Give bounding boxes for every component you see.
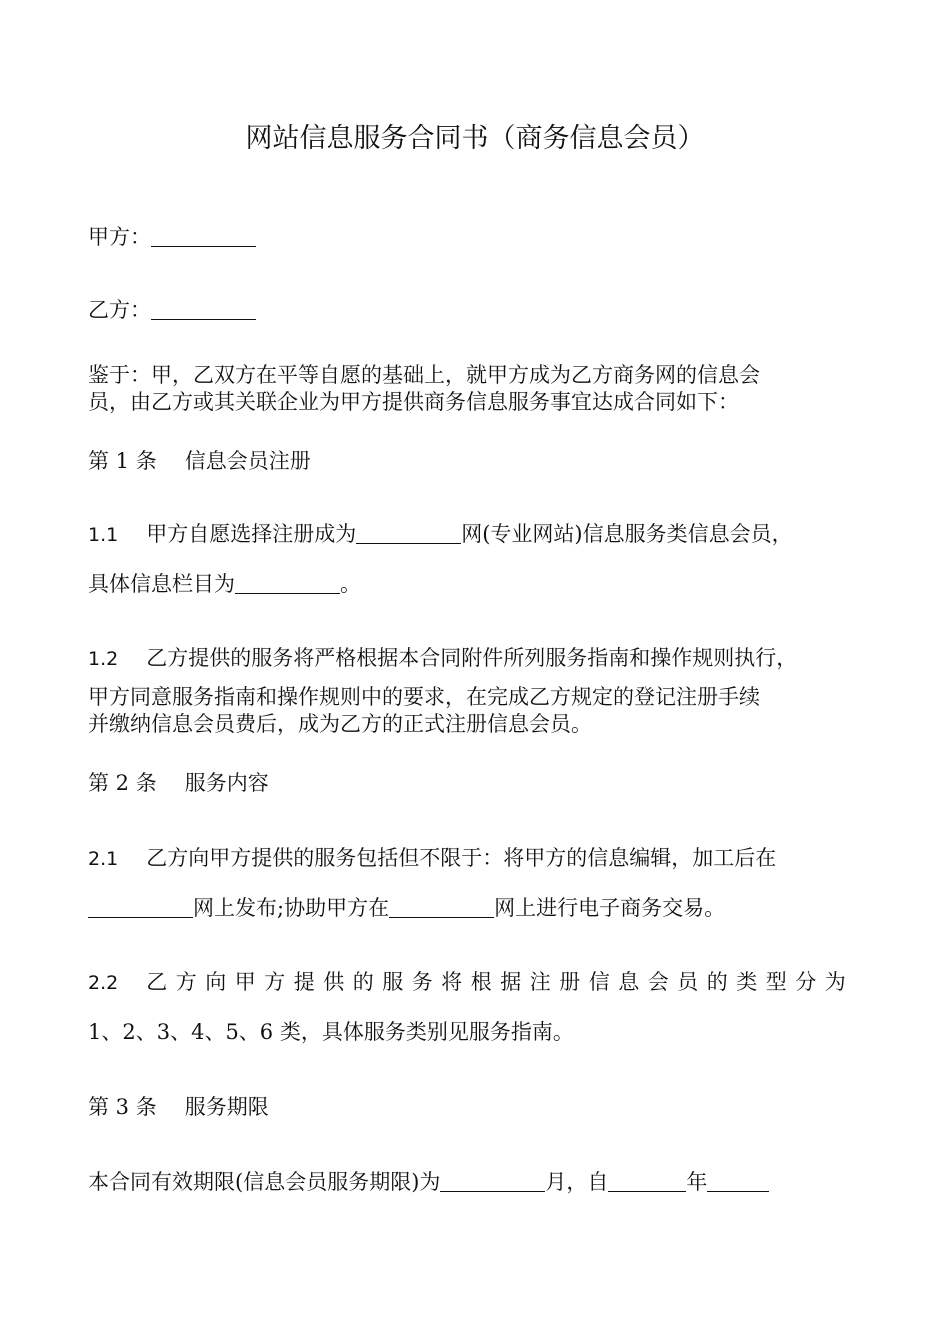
preamble-line-1: 鉴于：甲，乙双方在平等自愿的基础上，就甲方成为乙方商务网的信息会 — [88, 363, 760, 387]
article-3-number: 第 3 条 — [88, 1095, 157, 1119]
article-3-heading — [88, 1094, 269, 1120]
party-b-label: 乙方： — [88, 298, 151, 322]
clause-3-line-1 — [88, 1169, 769, 1195]
clause-1-2-line-1 — [88, 645, 797, 672]
clause-1-2-text-a: 乙方提供的服务将严格根据本合同附件所列服务指南和操作规则执行， — [146, 646, 798, 670]
party-b-blank — [151, 297, 256, 320]
clause-2-1-text-b: 网上发布;协助甲方在 — [193, 896, 390, 920]
document-title: 网站信息服务合同书（商务信息会员） — [245, 123, 705, 154]
clause-2-2-line-1 — [88, 969, 854, 996]
clause-2-1-line-2 — [88, 895, 725, 921]
party-b-line — [88, 297, 256, 323]
clause-1-1-text-a: 甲方自愿选择注册成为 — [146, 522, 357, 546]
publish-site-blank — [88, 895, 193, 918]
article-2-heading — [88, 770, 269, 796]
clause-2-1-text-a: 乙方向甲方提供的服务包括但不限于：将甲方的信息编辑，加工后在 — [146, 846, 777, 870]
clause-3-text-a: 本合同有效期限(信息会员服务期限)为 — [88, 1170, 441, 1194]
clause-1-2-line-2: 甲方同意服务指南和操作规则中的要求，在完成乙方规定的登记注册手续 — [88, 685, 760, 709]
article-2-title: 服务内容 — [184, 771, 269, 795]
clause-2-2-text-a: 乙方向甲方提供的服务将根据注册信息会员的类型分为 — [146, 970, 855, 994]
clause-1-1-text-b: 网(专业网站)信息服务类信息会员， — [461, 522, 793, 546]
article-3-title: 服务期限 — [184, 1095, 269, 1119]
clause-2-1-line-1 — [88, 845, 776, 872]
year-blank — [608, 1169, 686, 1192]
trade-site-blank — [389, 895, 494, 918]
clause-1-1-number: 1.1 — [88, 524, 119, 546]
party-a-line — [88, 224, 256, 250]
preamble-line-2: 员，由乙方或其关联企业为甲方提供商务信息服务事宜达成合同如下： — [88, 390, 739, 414]
clause-1-2-number: 1.2 — [88, 648, 119, 670]
article-1-heading — [88, 448, 311, 474]
clause-1-1-text-d: 。 — [340, 572, 361, 596]
article-2-number: 第 2 条 — [88, 771, 157, 795]
column-name-blank — [235, 571, 340, 594]
clause-2-2-number: 2.2 — [88, 972, 119, 994]
clause-1-2-line-3: 并缴纳信息会员费后，成为乙方的正式注册信息会员。 — [88, 712, 592, 736]
clause-1-1-line-1 — [88, 521, 793, 548]
month-start-blank — [707, 1169, 769, 1192]
article-1-number: 第 1 条 — [88, 449, 157, 473]
clause-2-1-number: 2.1 — [88, 848, 119, 870]
article-1-title: 信息会员注册 — [184, 449, 311, 473]
clause-1-1-text-c: 具体信息栏目为 — [88, 572, 235, 596]
party-a-label: 甲方： — [88, 225, 151, 249]
clause-3-text-c: 年 — [686, 1170, 708, 1194]
clause-2-1-text-c: 网上进行电子商务交易。 — [494, 896, 726, 920]
months-blank — [440, 1169, 545, 1192]
website-name-blank — [356, 521, 461, 544]
party-a-blank — [151, 224, 256, 247]
clause-3-text-b: 月，自 — [545, 1170, 609, 1194]
clause-2-2-line-2: 1、2、3、4、5、6 类，具体服务类别见服务指南。 — [88, 1020, 574, 1044]
clause-1-1-line-2 — [88, 571, 361, 597]
